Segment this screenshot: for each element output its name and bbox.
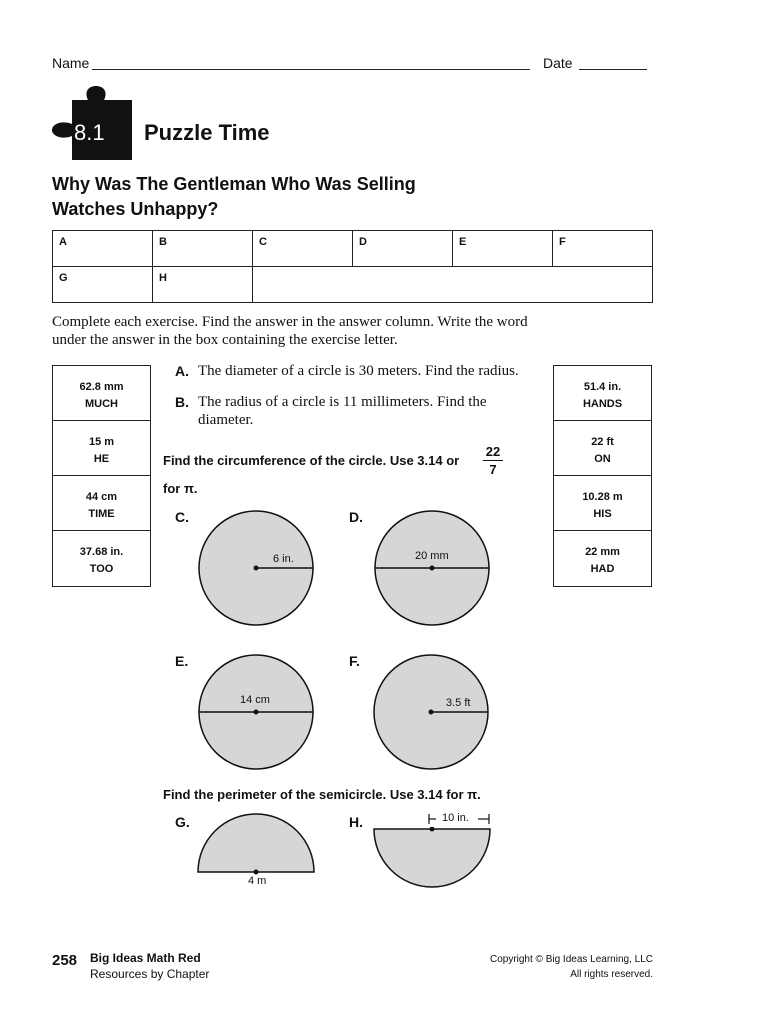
semicircle-g-figure [196,812,316,876]
answer-column-right [553,365,652,587]
answer-letter-grid [52,230,653,303]
date-field[interactable] [579,69,647,70]
answer-word: HIS [593,508,612,520]
circle-e-diameter-label: 14 cm [240,694,270,706]
answer-word: MUCH [85,398,118,410]
semicircle-h-radius-label: 10 in. [442,812,469,824]
letter-box-e[interactable]: E [453,231,553,267]
circumference-for-pi: for π. [163,481,198,496]
exercise-a-label: A. [175,363,189,379]
name-field[interactable] [92,69,530,70]
circle-f-figure [371,652,491,772]
answer-word: ON [594,453,611,465]
answer-value: 37.68 in. [79,546,124,558]
letter-box-blank [253,267,653,303]
letter-box-b[interactable]: B [153,231,253,267]
exercise-b-text-line2: diameter. [198,412,254,428]
answer-cell [554,531,651,586]
circle-c-radius-label: 6 in. [273,553,294,565]
figure-h-label: H. [349,814,363,830]
exercise-a-text: The diameter of a circle is 30 meters. Find the radius. [198,363,519,379]
answer-word: HE [93,453,110,465]
answer-word: TOO [89,563,114,575]
exercise-b-text-line1: The radius of a circle is 11 millimeters. Find the [198,394,487,410]
fraction-22-7 [483,444,503,477]
riddle-question-line2: Watches Unhappy? [52,199,219,219]
fraction-bar [483,460,503,461]
answer-cell [554,421,651,476]
exercise-b-label: B. [175,394,189,410]
name-label: Name [52,55,90,71]
fraction-denominator: 7 [489,462,497,477]
answer-cell [53,366,150,421]
instructions-line1: Complete each exercise. Find the answer in the answer column. Write the word [52,314,528,330]
copyright-text: Copyright © Big Ideas Learning, LLC [489,954,653,965]
circle-c-figure [196,508,316,628]
letter-box-h[interactable]: H [153,267,253,303]
answer-word: TIME [88,508,115,520]
semicircle-instruction: Find the perimeter of the semicircle. Use 3.14 for π. [163,787,481,802]
book-subtitle: Resources by Chapter [90,967,210,981]
answer-cell [554,366,651,421]
fraction-numerator: 22 [485,444,501,459]
answer-cell [53,421,150,476]
rights-text: All rights reserved. [570,969,653,980]
answer-value: 22 ft [591,436,614,448]
answer-value: 22 mm [585,546,620,558]
answer-value: 44 cm [85,491,118,503]
book-title: Big Ideas Math Red [90,951,201,965]
letter-box-f[interactable]: F [553,231,653,267]
answer-cell [554,476,651,531]
answer-value: 62.8 mm [79,381,124,393]
figure-f-label: F. [349,653,360,669]
circle-d-figure [372,508,492,628]
circumference-instruction: Find the circumference of the circle. Use 3.14 or [163,453,460,468]
semicircle-g-diameter-label: 4 m [248,875,267,887]
letter-box-d[interactable]: D [353,231,453,267]
page-title: Puzzle Time [144,120,270,145]
circle-f-radius-label: 3.5 ft [446,697,471,709]
figure-e-label: E. [175,653,189,669]
letter-box-g[interactable]: G [53,267,153,303]
letter-box-c[interactable]: C [253,231,353,267]
instructions-line2: under the answer in the box containing the exercise letter. [52,332,398,348]
semicircle-h-figure [372,827,492,891]
riddle-question-line1: Why Was The Gentleman Who Was Selling [52,174,416,194]
answer-column-left [52,365,151,587]
figure-d-label: D. [349,509,363,525]
figure-c-label: C. [175,509,189,525]
figure-g-label: G. [175,814,190,830]
letter-box-a[interactable]: A [53,231,153,267]
answer-cell [53,531,150,586]
page-number: 258 [52,952,78,969]
date-label: Date [543,55,573,71]
lesson-number: 8.1 [74,120,105,145]
answer-word: HAD [590,563,615,575]
answer-cell [53,476,150,531]
circle-e-figure [196,652,316,772]
answer-word: HANDS [582,398,623,410]
answer-value: 10.28 m [582,491,623,503]
answer-value: 15 m [88,436,115,448]
circle-d-diameter-label: 20 mm [415,550,449,562]
answer-value: 51.4 in. [583,381,622,393]
